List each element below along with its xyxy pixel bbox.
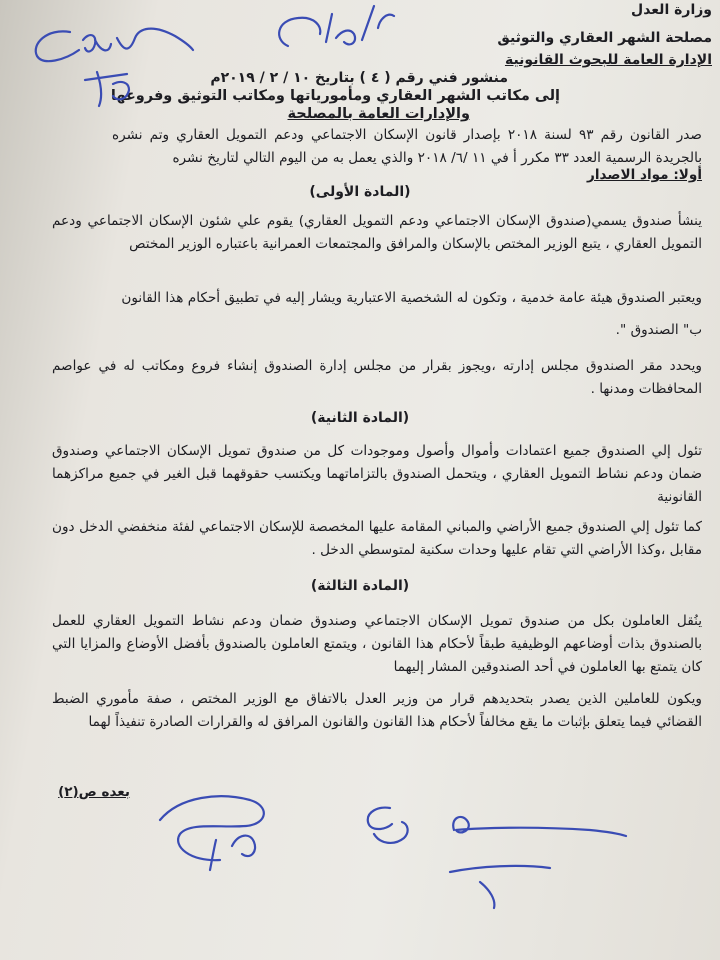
article-2-paragraph-1: تئول إلي الصندوق جميع اعتمادات وأموال وأصول وموجودات كل من صندوق تمويل الإسكان الاجتماعي وصندوق ضمان ودعم نشاط التمويل العقاري ، ويتحمل الصندوق بالتزاماتهما ويكتسب حقوقهما قبل الغير في جميع مراكزهما القانونية [52, 443, 702, 505]
addressee-line-1: إلى مكاتب الشهر العقاري ومأمورياتها ومكاتب التوثيق وفروعها [110, 88, 560, 104]
article-3-paragraph-1: ينُقل العاملون بكل من صندوق تمويل الإسكان الاجتماعي وصندوق ضمان ودعم نشاط التمويل العقاري للعمل بالصندوق بذات أوضاعهم الوظيفية طبقاً لأحكام هذا القانون ، ويتمتع العاملون بالصندوق بأفضل الأوضاع والمزايا التي كان يتمتع بها العاملون في أحد الصندوقين المشار إليهما [52, 613, 702, 675]
intro-paragraph: صدر القانون رقم ٩٣ لسنة ٢٠١٨ بإصدار قانون الإسكان الاجتماعي ودعم التمويل العقاري وتم نشره بالجريدة الرسمية العدد ٣٣ مكرر أ في ١١ /٦/ ٢٠١٨ والذي يعمل به من اليوم التالي لتاريخ نشره [112, 127, 702, 166]
article-1-heading: (المادة الأولى) [309, 184, 411, 200]
signature-bottom-middle [350, 800, 420, 860]
department-name: الإدارة العامة للبحوث القانونية [504, 52, 712, 68]
article-2-paragraph-2: كما تئول إلي الصندوق جميع الأراضي والمباني المقامة عليها المخصصة للإسكان الاجتماعي لفئة منخفضي الدخل دون مقابل ،وكذا الأراضي التي تقام عليها وحدات سكنية لمتوسطي الدخل . [52, 519, 702, 558]
article-1-paragraph-1: ينشأ صندوق يسمي(صندوق الإسكان الاجتماعي ودعم التمويل العقاري) يقوم علي شئون الإسكان الاجتماعي ودعم التمويل العقاري ، يتبع الوزير المختص بالإسكان والمرافق والمجتمعات العمرانية باعتباره الوزير المختص [52, 213, 702, 252]
continued-next-page: بعده ص(٢) [58, 784, 130, 800]
article-1-paragraph-2: ويعتبر الصندوق هيئة عامة خدمية ، وتكون له الشخصية الاعتبارية ويشار إليه في تطبيق أحكام هذا القانون [121, 290, 702, 306]
article-2-heading: (المادة الثانية) [310, 410, 410, 426]
authority-name: مصلحة الشهر العقاري والتوثيق [497, 30, 712, 46]
ministry-name: وزارة العدل [631, 2, 712, 18]
issuance-articles-label: أولا: مواد الاصدار [587, 167, 702, 183]
circular-number-date: منشور فني رقم ( ٤ ) بتاريخ ١٠ / ٢ / ٢٠١٩م [210, 70, 508, 86]
article-1-paragraph-2-cont: ب" الصندوق ". [615, 322, 702, 338]
addressee-line-2: والإدارات العامة بالمصلحة [287, 106, 470, 122]
handwritten-mark-top-center [270, 0, 400, 58]
article-3-heading: (المادة الثالثة) [310, 578, 410, 594]
signature-bottom-right [440, 800, 630, 910]
handwritten-initials-top-left [25, 10, 205, 110]
article-1-paragraph-3: ويحدد مقر الصندوق مجلس إدارته ،ويجوز بقرار من مجلس إدارة الصندوق إنشاء فروع ومكاتب له في عواصم المحافظات ومدنها . [52, 358, 702, 397]
signature-bottom-left [150, 790, 350, 880]
article-3-paragraph-2: ويكون للعاملين الذين يصدر بتحديدهم قرار من وزير العدل بالاتفاق مع الوزير المختص ، صفة مأموري الضبط القضائي فيما يتعلق بإثبات ما يقع مخالفاً لأحكام هذا القانون والقانون المرافق له والقرارات الصادرة تنفيذاً لهما [52, 691, 702, 730]
